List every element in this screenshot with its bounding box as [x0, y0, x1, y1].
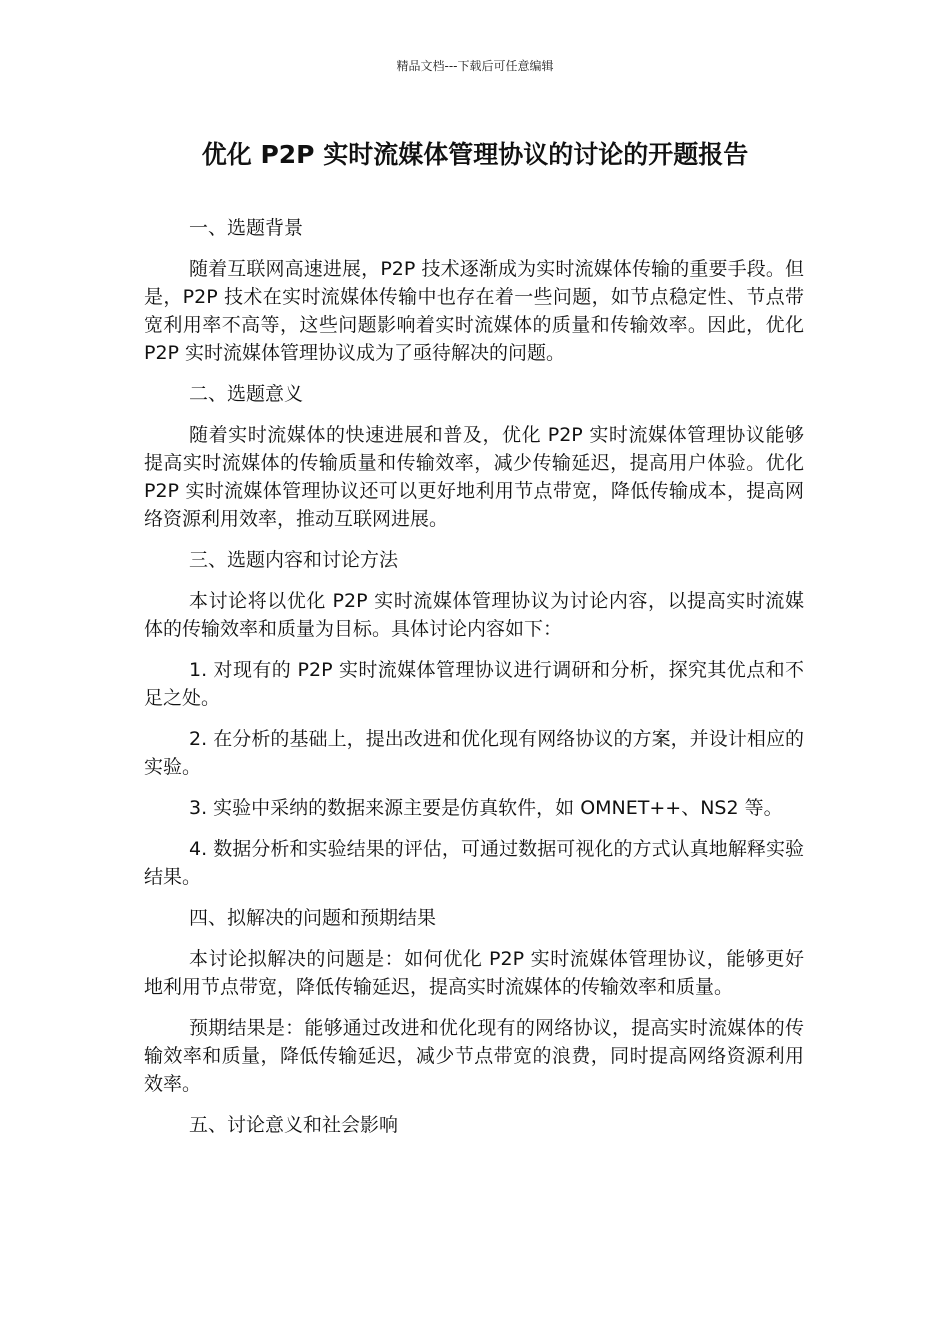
list-item-1: 1. 对现有的 P2P 实时流媒体管理协议进行调研和分析，探究其优点和不足之处。	[144, 659, 804, 709]
list-item-4: 4. 数据分析和实验结果的评估，可通过数据可视化的方式认真地解释实验结果。	[144, 838, 804, 888]
document-title: 优化 P2P 实时流媒体管理协议的讨论的开题报告	[201, 140, 749, 169]
list-item-2: 2. 在分析的基础上，提出改进和优化现有网络协议的方案，并设计相应的实验。	[144, 728, 804, 778]
paragraph-expected-results: 预期结果是：能够通过改进和优化现有的网络协议，提高实时流媒体的传输效率和质量，降低传输延迟，减少节点带宽的浪费，同时提高网络资源利用效率。	[144, 1017, 804, 1095]
section-heading-significance: 二、选题意义	[189, 383, 304, 405]
section-heading-problems-results: 四、拟解决的问题和预期结果	[189, 907, 437, 929]
page-header: 精品文档---下载后可任意编辑	[396, 59, 554, 73]
document-body	[144, 214, 804, 1152]
section-heading-background: 一、选题背景	[189, 217, 304, 239]
paragraph-significance: 随着实时流媒体的快速进展和普及，优化 P2P 实时流媒体管理协议能够提高实时流媒体的传输质量和传输效率，减少传输延迟，提高用户体验。优化 P2P 实时流媒体管理协议还可以更好地利用节点带宽，降低传输成本，提高网络资源利用效率，推动互联网进展。	[144, 424, 804, 530]
section-heading-content-methods: 三、选题内容和讨论方法	[189, 549, 399, 571]
paragraph-background: 随着互联网高速进展，P2P 技术逐渐成为实时流媒体传输的重要手段。但是，P2P 技术在实时流媒体传输中也存在着一些问题，如节点稳定性、节点带宽利用率不高等，这些问题影响着实时流媒体的质量和传输效率。因此，优化 P2P 实时流媒体管理协议成为了亟待解决的问题。	[144, 258, 804, 364]
paragraph-problems: 本讨论拟解决的问题是：如何优化 P2P 实时流媒体管理协议，能够更好地利用节点带宽，降低传输延迟，提高实时流媒体的传输效率和质量。	[144, 948, 804, 998]
section-heading-impact: 五、讨论意义和社会影响	[189, 1114, 399, 1136]
list-item-3: 3. 实验中采纳的数据来源主要是仿真软件，如 OMNET++、NS2 等。	[189, 797, 783, 819]
paragraph-content-intro: 本讨论将以优化 P2P 实时流媒体管理协议为讨论内容，以提高实时流媒体的传输效率和质量为目标。具体讨论内容如下：	[144, 590, 804, 640]
